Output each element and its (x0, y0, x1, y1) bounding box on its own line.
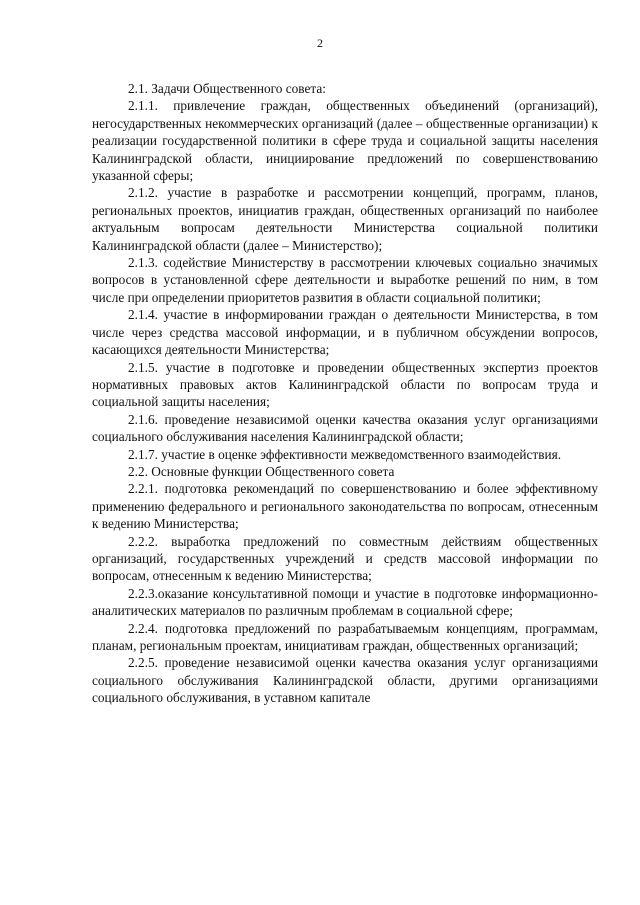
list-item: 2.1.2. участие в разработке и рассмотрении концепций, программ, планов, региональных проектов, инициатив граждан, общественных организаций по наиболее актуальным вопросам деятельности Министерства социальной политики Калининградской области (далее – Министерство); (92, 185, 598, 253)
section-heading: 2.1. Задачи Общественного совета: (128, 81, 326, 96)
list-item: 2.2.3.оказание консультативной помощи и участие в подготовке информационно-аналитических материалов по различным проблемам в социальной сфере; (92, 585, 598, 619)
section-functions (92, 463, 598, 707)
list-item: 2.2.5. проведение независимой оценки качества оказания услуг организациями социального обслуживания Калининградской области, другими организациями социального обслуживания, в уставном капитале (92, 655, 598, 706)
list-item: 2.1.4. участие в информировании граждан о деятельности Министерства, в том числе через средства массовой информации, и в публичном обсуждении вопросов, касающихся деятельности Министерства; (92, 307, 598, 358)
list-item: 2.1.3. содействие Министерству в рассмотрении ключевых социально значимых вопросов в установленной сфере деятельности и выработке решений по ним, в том числе при определении приоритетов развития в области социальной политики; (92, 255, 598, 305)
list-item: 2.1.6. проведение независимой оценки качества оказания услуг организациями социального обслуживания населения Калининградской области; (92, 411, 598, 445)
list-item: 2.2.4. подготовка предложений по разрабатываемым концепциям, программам, планам, региональным проектам, инициативам граждан, общественных организаций; (92, 620, 598, 653)
list-item: 2.2.2. выработка предложений по совместным действиям общественных организаций, государственных учреждений и средств массовой информации по вопросам, отнесенным к ведению Министерства; (92, 533, 598, 584)
section-tasks (92, 80, 598, 463)
section-heading: 2.2. Основные функции Общественного совета (128, 463, 395, 479)
list-item: 2.1.1. привлечение граждан, общественных объединений (организаций), негосударственных некоммерческих организаций (далее – общественные организации) к реализации государственной политики в сфере труда и социальной защиты населения Калининградской области, инициирование предложений по совершенствованию указанной сферы; (92, 98, 598, 184)
list-item: 2.1.5. участие в подготовке и проведении общественных экспертиз проектов нормативных правовых актов Калининградской области по вопросам труда и социальной защиты населения; (92, 359, 598, 410)
list-item: 2.1.7. участие в оценке эффективности межведомственного взаимодействия. (128, 446, 562, 462)
document-body (92, 80, 598, 707)
list-item: 2.2.1. подготовка рекомендаций по совершенствованию и более эффективному применению федерального и регионального законодательства по вопросам, отнесенным к ведению Министерства; (92, 481, 598, 532)
page-number: 2 (317, 36, 323, 50)
